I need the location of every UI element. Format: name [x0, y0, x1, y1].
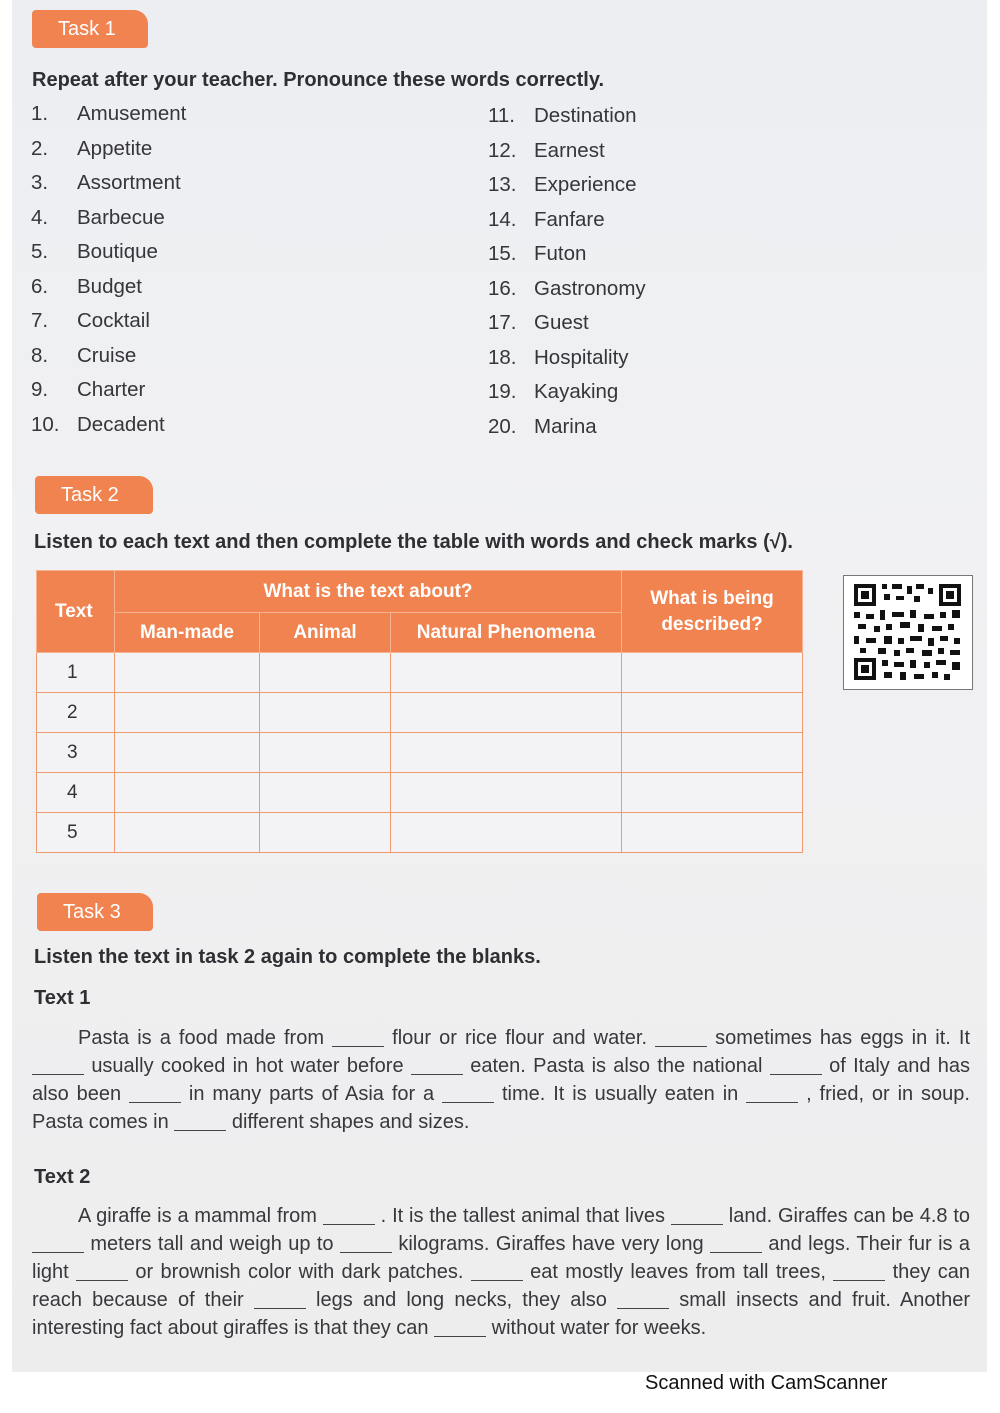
word-list-right: [488, 104, 646, 449]
cell-natural-phenomena[interactable]: [391, 693, 622, 733]
text-segment: different shapes and sizes.: [231, 1111, 470, 1133]
text1-paragraph: [32, 1024, 970, 1136]
word-item: [488, 415, 646, 450]
row-number: 2: [37, 693, 115, 733]
fill-in-blank[interactable]: [710, 1234, 762, 1253]
cell-man-made[interactable]: [115, 653, 260, 693]
word-number: 11.: [488, 104, 515, 127]
word-item: [488, 104, 646, 139]
row-number: 4: [37, 773, 115, 813]
table-row: [37, 733, 803, 773]
text-segment: eaten. Pasta is also the national: [470, 1055, 763, 1077]
text-segment: they can reach because of their: [32, 1261, 970, 1311]
text-segment: usually cooked in hot water before: [91, 1055, 404, 1077]
cell-man-made[interactable]: [115, 773, 260, 813]
text-segment: meters tall and weigh up to: [90, 1233, 334, 1255]
task3-tab-label: Task 3: [63, 901, 121, 923]
task1-instruction: Repeat after your teacher. Pronounce these words correctly.: [32, 69, 605, 91]
fill-in-blank[interactable]: [254, 1290, 306, 1309]
word-item: [488, 242, 646, 277]
fill-in-blank[interactable]: [174, 1112, 226, 1131]
text-segment: legs and long necks, they also: [316, 1289, 607, 1311]
word-text: Hospitality: [534, 345, 629, 369]
fill-in-blank[interactable]: [770, 1056, 822, 1075]
word-number: 6.: [31, 274, 49, 298]
word-text: Boutique: [77, 240, 158, 263]
word-text: Kayaking: [534, 380, 619, 403]
task3-tab: [37, 893, 153, 931]
fill-in-blank[interactable]: [671, 1206, 723, 1225]
word-number: 9.: [31, 378, 49, 401]
table-row: [37, 653, 803, 693]
word-number: 8.: [31, 343, 49, 367]
cell-natural-phenomena[interactable]: [391, 813, 622, 853]
word-text: Guest: [534, 311, 589, 334]
word-number: 12.: [488, 138, 517, 162]
header-text: Text: [37, 571, 115, 653]
word-text: Fanfare: [534, 207, 605, 231]
fill-in-blank[interactable]: [442, 1084, 494, 1103]
word-text: Appetite: [77, 136, 153, 160]
word-item: [488, 277, 646, 312]
word-list-left: [31, 102, 186, 447]
text-segment: or brownish color with dark patches.: [135, 1261, 464, 1283]
task1-tab: [32, 10, 148, 48]
cell-animal[interactable]: [260, 733, 391, 773]
word-text: Budget: [77, 274, 142, 298]
table-row: [37, 813, 803, 853]
task2-tab: [35, 476, 153, 514]
word-number: 13.: [488, 173, 517, 196]
header-what-about: What is the text about?: [115, 571, 622, 613]
word-number: 5.: [31, 240, 49, 263]
task2-instruction: Listen to each text and then complete the table with words and check marks (√).: [34, 531, 793, 553]
fill-in-blank[interactable]: [655, 1028, 707, 1047]
word-item: [488, 311, 646, 346]
word-number: 20.: [488, 414, 517, 438]
table-row: [37, 693, 803, 733]
text-segment: A giraffe is a mammal from: [78, 1205, 317, 1227]
word-item: [31, 413, 186, 448]
cell-natural-phenomena[interactable]: [391, 653, 622, 693]
cell-what-described[interactable]: [622, 693, 803, 733]
word-text: Decadent: [77, 412, 165, 436]
text-segment: small insects and fruit. Another interesting fact about giraffes is that they can: [32, 1289, 970, 1339]
word-number: 16.: [488, 276, 517, 300]
header-man-made: Man-made: [115, 613, 260, 653]
header-natural-phenomena: Natural Phenomena: [391, 613, 622, 653]
word-item: [31, 102, 186, 137]
word-text: Barbecue: [77, 205, 165, 229]
word-item: [31, 309, 186, 344]
word-number: 15.: [488, 242, 517, 265]
header-what-described: What is being described?: [622, 571, 803, 653]
word-item: [31, 206, 186, 241]
fill-in-blank[interactable]: [617, 1290, 669, 1309]
task3-instruction: Listen the text in task 2 again to complete the blanks.: [34, 946, 541, 968]
cell-natural-phenomena[interactable]: [391, 733, 622, 773]
word-item: [31, 137, 186, 172]
cell-what-described[interactable]: [622, 733, 803, 773]
word-item: [488, 208, 646, 243]
word-number: 7.: [31, 309, 49, 332]
fill-in-blank[interactable]: [746, 1084, 798, 1103]
fill-in-blank[interactable]: [323, 1206, 375, 1225]
word-item: [31, 275, 186, 310]
word-number: 4.: [31, 205, 49, 229]
cell-animal[interactable]: [260, 653, 391, 693]
text-segment: . It is the tallest animal that lives: [380, 1205, 666, 1227]
text-segment: eat mostly leaves from tall trees,: [530, 1261, 826, 1283]
word-item: [31, 378, 186, 413]
task2-tab-label: Task 2: [61, 484, 119, 506]
word-text: Gastronomy: [534, 276, 646, 300]
header-animal: Animal: [260, 613, 391, 653]
word-number: 10.: [31, 412, 60, 436]
word-text: Destination: [534, 104, 637, 127]
text-segment: and legs. Their fur is a light: [32, 1233, 971, 1283]
word-text: Futon: [534, 242, 587, 265]
fill-in-blank[interactable]: [32, 1056, 84, 1075]
text-segment: without water for weeks.: [491, 1317, 707, 1339]
word-item: [31, 171, 186, 206]
word-item: [31, 344, 186, 379]
word-number: 19.: [488, 380, 517, 403]
text-segment: flour or rice flour and water.: [392, 1027, 648, 1049]
cell-what-described[interactable]: [622, 773, 803, 813]
word-number: 3.: [31, 171, 49, 194]
word-number: 18.: [488, 345, 517, 369]
word-item: [31, 240, 186, 275]
cell-what-described[interactable]: [622, 653, 803, 693]
fill-in-blank[interactable]: [340, 1234, 392, 1253]
fill-in-blank[interactable]: [434, 1318, 486, 1337]
cell-man-made[interactable]: [115, 733, 260, 773]
text1-heading: Text 1: [34, 987, 91, 1009]
fill-in-blank[interactable]: [833, 1262, 885, 1281]
word-number: 14.: [488, 207, 517, 231]
row-number: 5: [37, 813, 115, 853]
word-text: Assortment: [77, 171, 181, 194]
cell-man-made[interactable]: [115, 693, 260, 733]
text2-heading: Text 2: [34, 1166, 91, 1188]
cell-man-made[interactable]: [115, 813, 260, 853]
word-text: Marina: [534, 414, 597, 438]
word-number: 2.: [31, 136, 49, 160]
qr-code-icon: [844, 576, 971, 688]
row-number: 1: [37, 653, 115, 693]
text-segment: sometimes has eggs in it. It: [715, 1027, 971, 1049]
fill-in-blank[interactable]: [411, 1056, 463, 1075]
table-row: [37, 773, 803, 813]
text-segment: of Italy and has also been: [32, 1055, 971, 1105]
text-segment: , fried, or in soup. Pasta comes in: [32, 1083, 970, 1133]
fill-in-blank[interactable]: [32, 1234, 84, 1253]
text-segment: kilograms. Giraffes have very long: [398, 1233, 704, 1255]
word-text: Cocktail: [77, 309, 150, 332]
cell-what-described[interactable]: [622, 813, 803, 853]
cell-animal[interactable]: [260, 813, 391, 853]
word-text: Experience: [534, 173, 637, 196]
text-segment: land. Giraffes can be 4.8 to: [728, 1205, 971, 1227]
cell-animal[interactable]: [260, 773, 391, 813]
fill-in-blank[interactable]: [471, 1262, 523, 1281]
cell-animal[interactable]: [260, 693, 391, 733]
word-text: Cruise: [77, 343, 137, 367]
word-item: [488, 173, 646, 208]
row-number: 3: [37, 733, 115, 773]
word-item: [488, 139, 646, 174]
fill-in-blank[interactable]: [332, 1028, 384, 1047]
text2-paragraph: [32, 1202, 970, 1342]
fill-in-blank[interactable]: [76, 1262, 128, 1281]
qr-code[interactable]: [843, 575, 973, 690]
word-text: Amusement: [77, 102, 187, 125]
fill-in-blank[interactable]: [129, 1084, 181, 1103]
text-segment: in many parts of Asia for a: [188, 1083, 435, 1105]
word-item: [488, 380, 646, 415]
word-number: 17.: [488, 311, 517, 334]
word-item: [488, 346, 646, 381]
text-segment: Pasta is a food made from: [78, 1027, 324, 1049]
task1-tab-label: Task 1: [58, 18, 116, 40]
text-segment: time. It is usually eaten in: [502, 1083, 739, 1105]
scanner-note: Scanned with CamScanner: [645, 1372, 888, 1394]
word-number: 1.: [31, 102, 49, 125]
word-text: Charter: [77, 378, 146, 401]
word-text: Earnest: [534, 138, 605, 162]
task2-table: [36, 570, 803, 853]
cell-natural-phenomena[interactable]: [391, 773, 622, 813]
